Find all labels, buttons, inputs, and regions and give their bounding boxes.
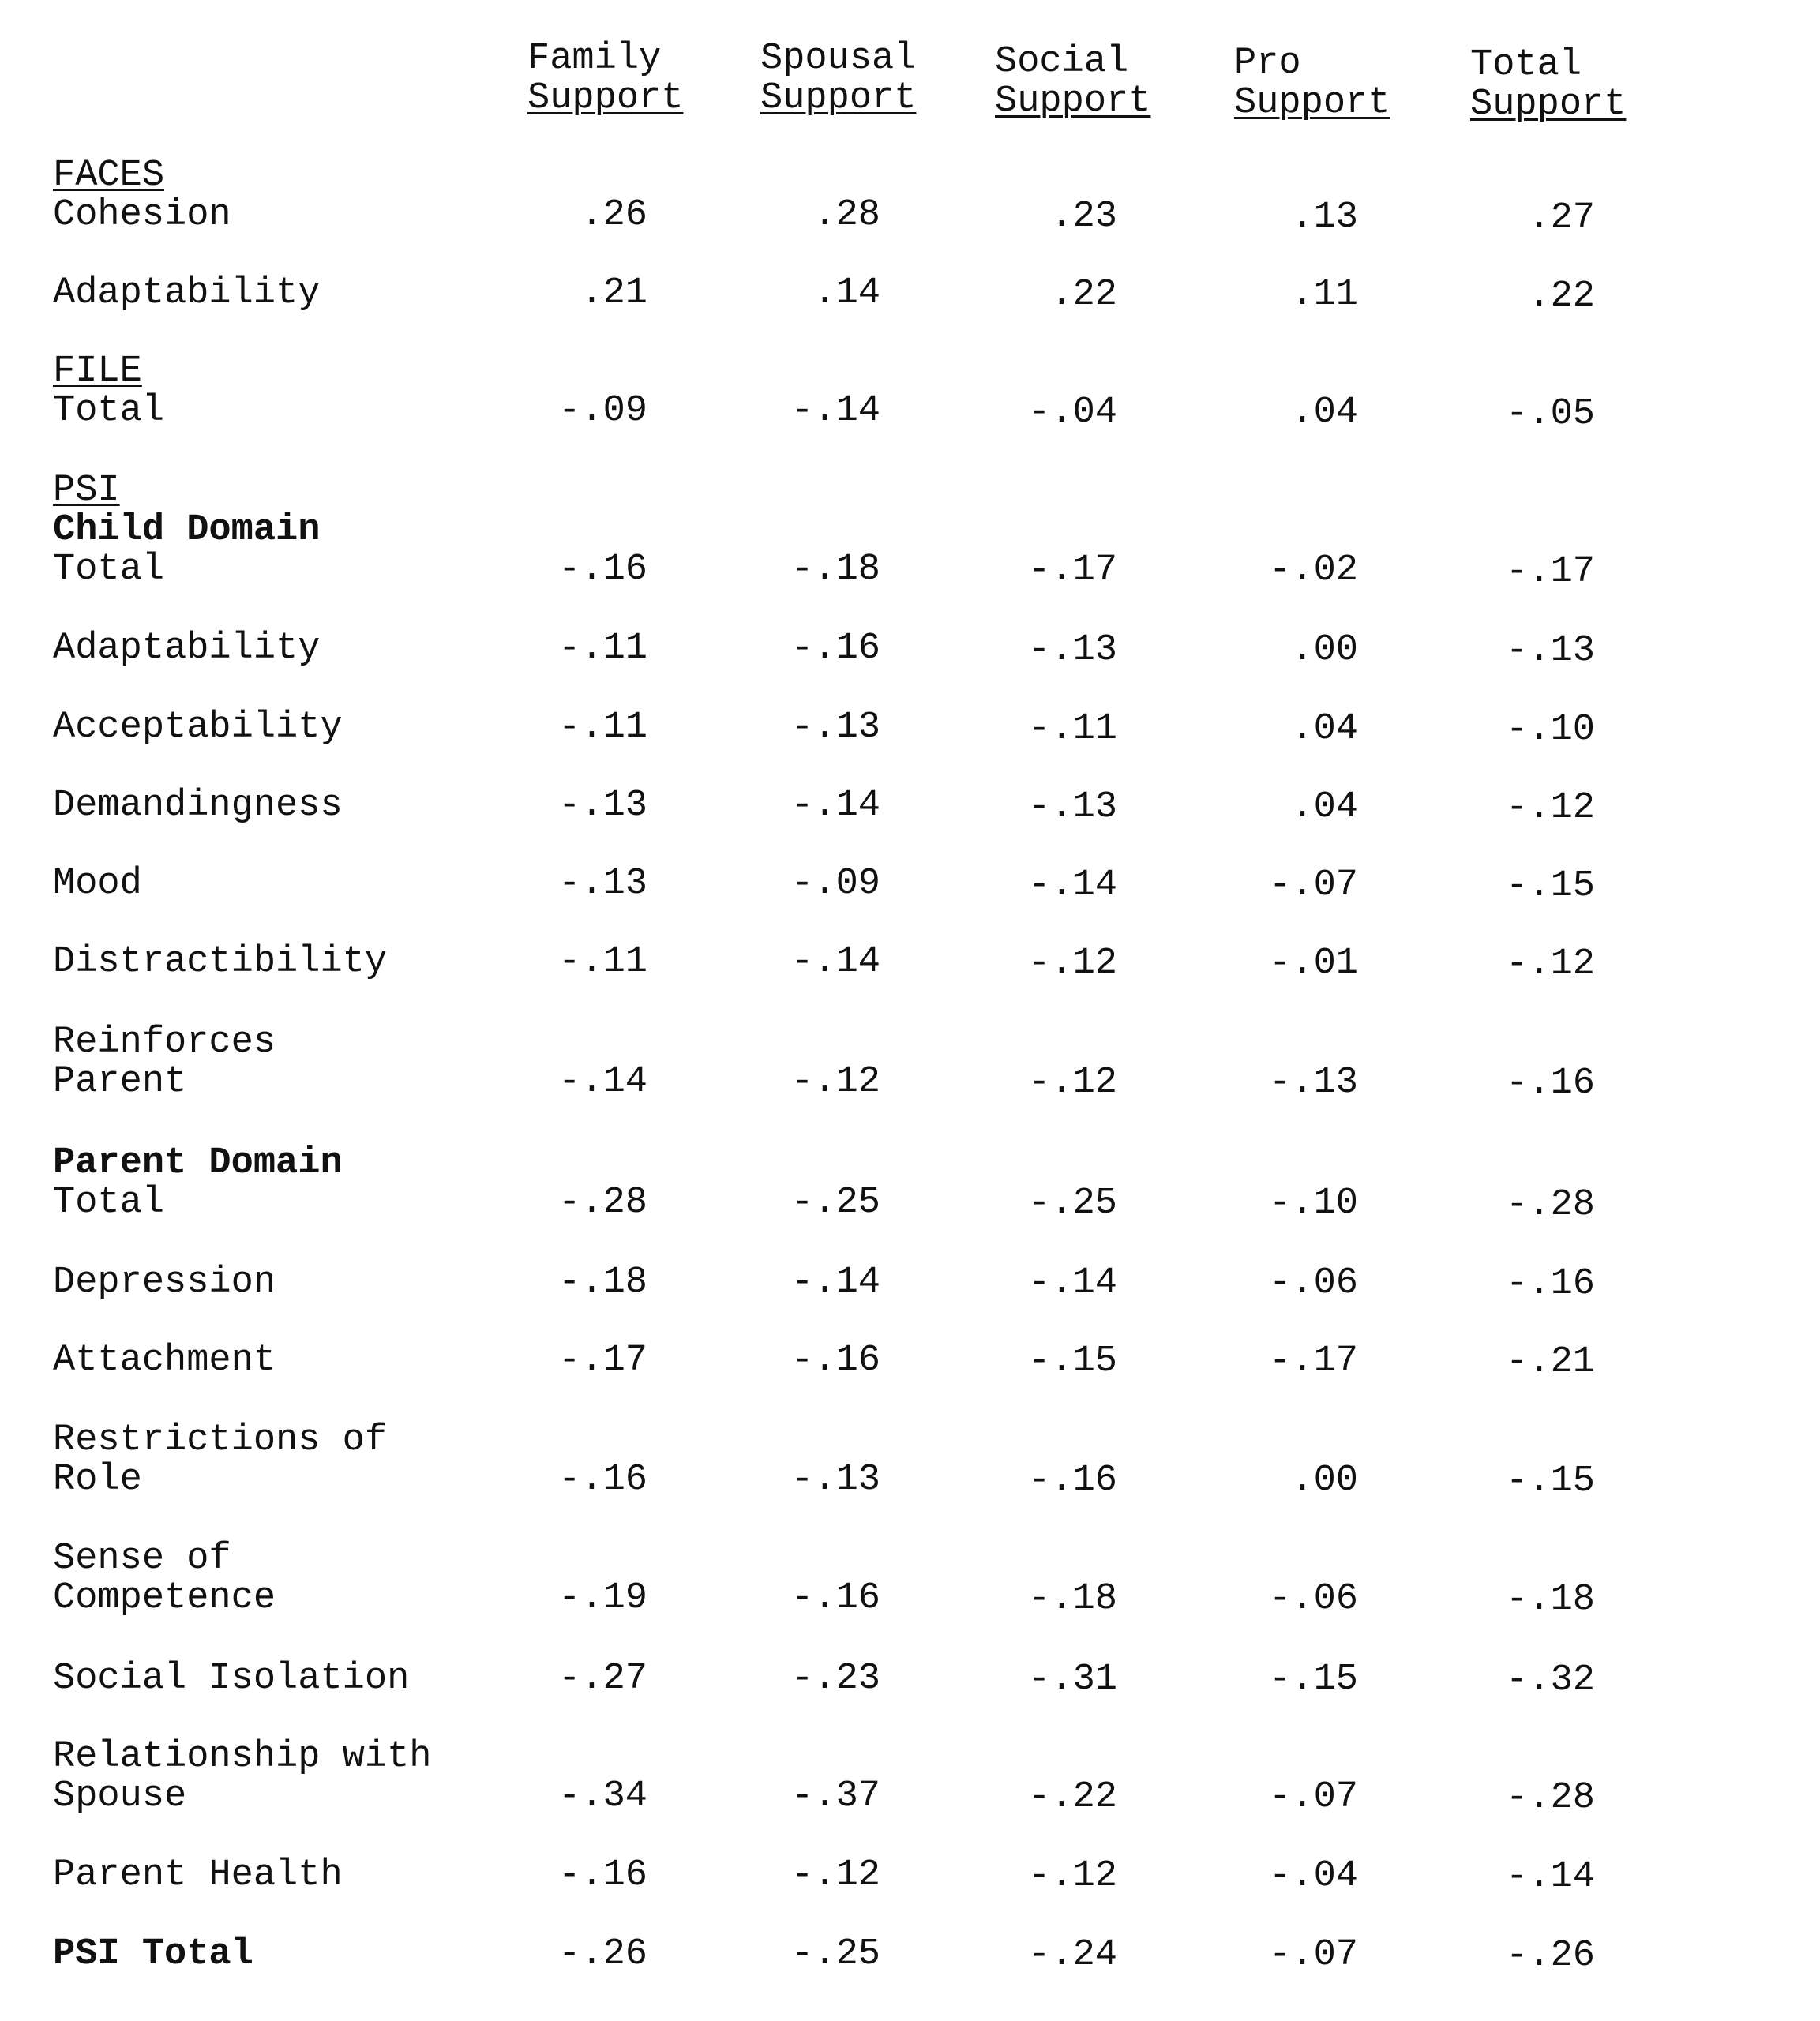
section-heading-faces: FACES	[53, 155, 165, 197]
subsection-heading-child-domain: Child Domain	[53, 509, 321, 551]
column-header-line2: Support	[995, 81, 1151, 122]
cell-family-support: -.18	[558, 1262, 647, 1303]
cell-family-support: -.11	[558, 628, 647, 669]
row-label	[53, 1144, 343, 1223]
row-label-text: Total	[53, 549, 165, 591]
cell-social-support: -.04	[1028, 392, 1117, 433]
row-label-text: Cohesion	[53, 194, 231, 236]
cell-spousal-support: -.13	[791, 1459, 880, 1501]
cell-pro-support: -.06	[1269, 1578, 1358, 1620]
cell-spousal-support: -.14	[791, 1262, 880, 1303]
row-label-text: Distractibility	[53, 941, 388, 983]
cell-pro-support: .11	[1291, 274, 1358, 316]
cell-total-support: .27	[1528, 197, 1595, 239]
cell-social-support: -.31	[1028, 1659, 1117, 1700]
cell-pro-support: -.07	[1269, 1776, 1358, 1818]
cell-pro-support: .04	[1291, 708, 1358, 750]
cell-spousal-support: -.09	[791, 863, 880, 905]
cell-social-support: .22	[1050, 274, 1117, 316]
column-header-social-support	[995, 43, 1150, 122]
row-label-line1: Reinforces	[53, 1022, 276, 1063]
cell-pro-support: -.06	[1269, 1262, 1358, 1304]
cell-total-support: -.32	[1506, 1659, 1595, 1701]
cell-pro-support: -.07	[1269, 1934, 1358, 1976]
section-heading-file: FILE	[53, 351, 142, 392]
cell-spousal-support: -.14	[791, 785, 880, 827]
cell-spousal-support: -.18	[791, 549, 880, 591]
cell-spousal-support: -.23	[791, 1658, 880, 1700]
cell-spousal-support: -.13	[791, 707, 880, 748]
column-header-line1: Social	[995, 41, 1129, 83]
row-label-text: Depression	[53, 1262, 276, 1303]
cell-family-support: .21	[580, 272, 647, 314]
row-label	[53, 1023, 276, 1102]
cell-social-support: -.12	[1028, 1855, 1117, 1897]
row-label-text: Social Isolation	[53, 1658, 410, 1700]
cell-spousal-support: -.25	[791, 1933, 880, 1975]
row-label-text: Adaptability	[53, 272, 321, 314]
cell-social-support: -.24	[1028, 1934, 1117, 1976]
cell-spousal-support: -.14	[791, 941, 880, 983]
cell-social-support: -.16	[1028, 1460, 1117, 1502]
cell-total-support: -.05	[1506, 393, 1595, 435]
row-label	[53, 1263, 276, 1303]
row-label-text: Parent Health	[53, 1854, 343, 1896]
cell-social-support: -.13	[1028, 629, 1117, 671]
cell-spousal-support: .14	[813, 272, 880, 314]
cell-family-support: -.16	[558, 549, 647, 591]
row-label-text: Adaptability	[53, 628, 321, 669]
row-label-line2: Spouse	[53, 1775, 187, 1817]
row-label-line2: Role	[53, 1459, 142, 1501]
cell-total-support: -.18	[1506, 1579, 1595, 1621]
cell-social-support: -.14	[1028, 864, 1117, 906]
cell-total-support: -.28	[1506, 1777, 1595, 1819]
cell-total-support: -.12	[1506, 787, 1595, 829]
cell-total-support: -.10	[1506, 709, 1595, 751]
row-label-line2: Competence	[53, 1577, 276, 1619]
row-label	[53, 156, 231, 235]
cell-social-support: -.11	[1028, 708, 1117, 750]
row-label-text: Total	[53, 390, 165, 432]
cell-pro-support: -.01	[1269, 943, 1358, 984]
cell-pro-support: -.04	[1269, 1855, 1358, 1897]
column-header-line2: Support	[527, 77, 684, 119]
row-label	[53, 471, 320, 590]
row-label-text: Attachment	[53, 1340, 276, 1382]
cell-pro-support: .04	[1291, 392, 1358, 433]
cell-total-support: -.21	[1506, 1341, 1595, 1383]
column-header-line2: Support	[760, 77, 917, 119]
cell-pro-support: -.02	[1269, 549, 1358, 591]
column-header-line1: Total	[1470, 44, 1582, 86]
row-label-text: Total	[53, 1182, 165, 1224]
column-header-pro-support	[1234, 44, 1390, 123]
row-label	[53, 864, 142, 904]
cell-social-support: .23	[1050, 196, 1117, 238]
column-header-total-support	[1470, 46, 1626, 125]
cell-spousal-support: -.14	[791, 390, 880, 432]
column-header-line1: Spousal	[760, 38, 917, 80]
cell-family-support: -.34	[558, 1775, 647, 1817]
cell-family-support: -.11	[558, 941, 647, 983]
row-label	[53, 1935, 253, 1974]
column-header-spousal-support	[760, 39, 916, 118]
column-header-family-support	[527, 39, 683, 118]
cell-social-support: -.12	[1028, 1062, 1117, 1104]
row-label	[53, 708, 343, 748]
row-label-text: Mood	[53, 863, 142, 905]
cell-family-support: -.13	[558, 863, 647, 905]
cell-spousal-support: -.12	[791, 1061, 880, 1103]
row-label	[53, 274, 320, 313]
cell-family-support: -.11	[558, 707, 647, 748]
cell-spousal-support: -.12	[791, 1854, 880, 1896]
row-label-line1: Relationship with	[53, 1736, 432, 1778]
cell-social-support: -.13	[1028, 786, 1117, 828]
row-label-text: PSI Total	[53, 1933, 253, 1975]
cell-family-support: -.09	[558, 390, 647, 432]
row-label	[53, 943, 387, 982]
cell-social-support: -.17	[1028, 549, 1117, 591]
cell-pro-support: -.15	[1269, 1659, 1358, 1700]
row-label	[53, 1341, 276, 1381]
cell-pro-support: -.13	[1269, 1062, 1358, 1104]
cell-total-support: -.28	[1506, 1184, 1595, 1226]
column-header-line2: Support	[1470, 84, 1627, 126]
cell-spousal-support: .28	[813, 194, 880, 236]
row-label	[53, 629, 320, 669]
cell-social-support: -.15	[1028, 1340, 1117, 1382]
cell-total-support: -.17	[1506, 551, 1595, 593]
row-label	[53, 786, 343, 826]
cell-family-support: .26	[580, 194, 647, 236]
subsection-heading-parent-domain: Parent Domain	[53, 1142, 343, 1184]
row-label	[53, 1856, 343, 1895]
cell-family-support: -.16	[558, 1854, 647, 1896]
cell-total-support: .22	[1528, 276, 1595, 317]
cell-total-support: -.16	[1506, 1063, 1595, 1104]
cell-total-support: -.15	[1506, 1460, 1595, 1502]
cell-social-support: -.25	[1028, 1183, 1117, 1224]
column-header-line1: Family	[527, 38, 662, 80]
row-label	[53, 1539, 276, 1618]
column-header-line1: Pro	[1234, 43, 1301, 84]
section-heading-psi: PSI	[53, 470, 120, 512]
cell-spousal-support: -.16	[791, 1340, 880, 1382]
cell-social-support: -.22	[1028, 1776, 1117, 1818]
cell-family-support: -.28	[558, 1182, 647, 1224]
cell-social-support: -.14	[1028, 1262, 1117, 1304]
row-label	[53, 1421, 387, 1500]
row-label-line2: Parent	[53, 1061, 187, 1103]
row-label	[53, 1738, 431, 1817]
cell-spousal-support: -.16	[791, 1577, 880, 1619]
column-header-line2: Support	[1234, 82, 1390, 124]
cell-pro-support: -.07	[1269, 864, 1358, 906]
cell-total-support: -.13	[1506, 630, 1595, 672]
cell-social-support: -.18	[1028, 1578, 1117, 1620]
cell-spousal-support: -.16	[791, 628, 880, 669]
row-label	[53, 1659, 409, 1699]
cell-family-support: -.27	[558, 1658, 647, 1700]
row-label-line1: Sense of	[53, 1538, 231, 1580]
cell-social-support: -.12	[1028, 943, 1117, 984]
cell-family-support: -.26	[558, 1933, 647, 1975]
cell-family-support: -.17	[558, 1340, 647, 1382]
cell-family-support: -.19	[558, 1577, 647, 1619]
cell-pro-support: .13	[1291, 197, 1358, 238]
cell-total-support: -.14	[1506, 1856, 1595, 1898]
cell-pro-support: .00	[1291, 1460, 1358, 1502]
cell-family-support: -.14	[558, 1061, 647, 1103]
cell-family-support: -.13	[558, 785, 647, 827]
cell-total-support: -.15	[1506, 865, 1595, 907]
cell-spousal-support: -.37	[791, 1775, 880, 1817]
cell-family-support: -.16	[558, 1459, 647, 1501]
row-label	[53, 352, 164, 431]
cell-pro-support: -.10	[1269, 1183, 1358, 1224]
row-label-line1: Restrictions of	[53, 1419, 388, 1461]
cell-spousal-support: -.25	[791, 1182, 880, 1224]
row-label-text: Acceptability	[53, 707, 343, 748]
cell-total-support: -.12	[1506, 943, 1595, 985]
cell-total-support: -.16	[1506, 1263, 1595, 1305]
cell-pro-support: -.17	[1269, 1340, 1358, 1382]
row-label-text: Demandingness	[53, 785, 343, 827]
cell-pro-support: .04	[1291, 786, 1358, 828]
cell-total-support: -.26	[1506, 1935, 1595, 1977]
cell-pro-support: .00	[1291, 629, 1358, 671]
